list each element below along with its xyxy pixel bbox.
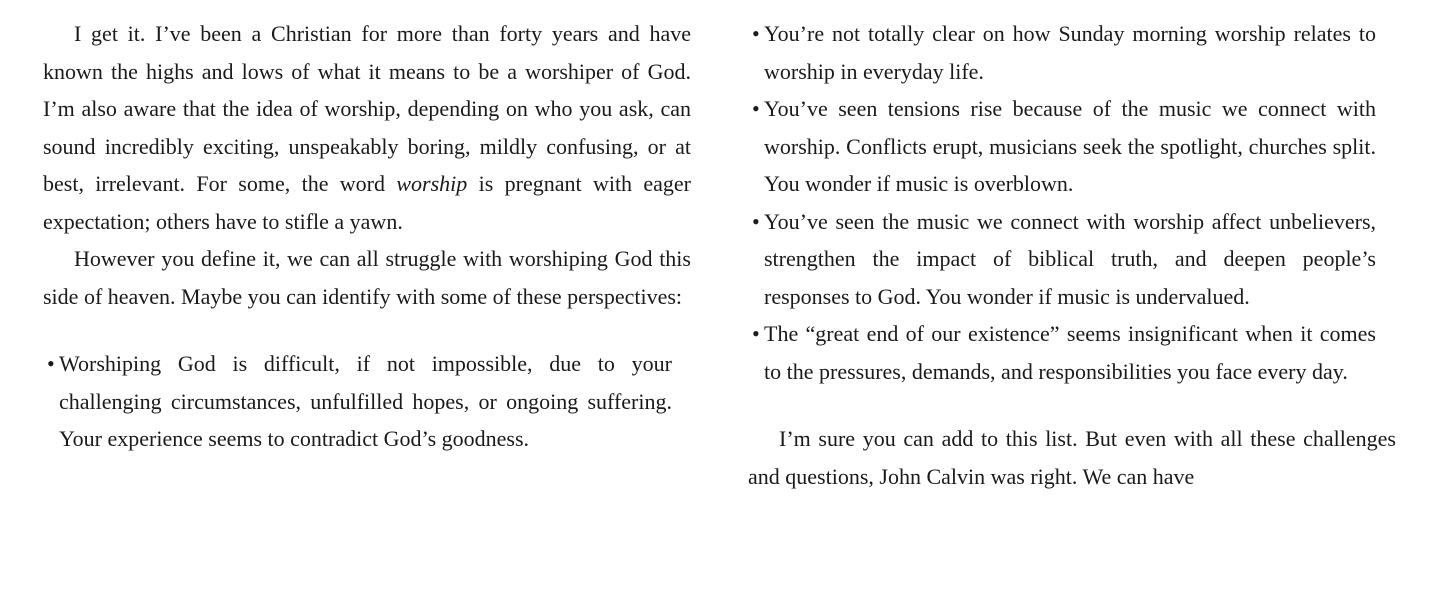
- emphasis-worship: worship: [396, 171, 468, 196]
- intro-paragraph: [43, 15, 691, 240]
- list-item-text: Worshiping God is difficult, if not impossible, due to your challenging circumstances, unfulfilled hopes, or ongoing suffering. Your experience seems to contradict God’s goodness.: [59, 351, 672, 451]
- bullet-icon: •: [752, 208, 760, 234]
- bullet-icon: •: [752, 96, 760, 121]
- bullet-icon: •: [752, 21, 760, 46]
- list-item: [748, 315, 1376, 390]
- left-column: [43, 15, 691, 458]
- list-item: [748, 15, 1376, 90]
- perspective-list-left: [43, 345, 672, 458]
- bullet-icon: •: [752, 321, 760, 346]
- list-item-text: You’ve seen tensions rise because of the music we connect with worship. Conflicts erupt, musicians seek the spotlight, churches split. You wonder if music is overblown.: [764, 96, 1376, 196]
- list-item-text: You’re not totally clear on how Sunday morning worship relates to worship in everyday life.: [764, 21, 1376, 84]
- intro-text-start: I get it. I’ve been a Christian for more than forty years and have known the highs and lows of what it means to be a worshiper of God. I’m also aware that the idea of worship, depending on who you ask, can sound incredibly exciting, unspeakably boring, mildly confusing, or at best, irrelevant. For some, the word: [43, 21, 691, 196]
- list-item: [748, 203, 1376, 316]
- list-item: [748, 90, 1376, 203]
- intro-text-end: is pregnant with eager expectation; others have to stifle a yawn.: [43, 171, 692, 234]
- list-item-text: The “great end of our existence” seems insignificant when it comes to the pressures, demands, and responsibilities you face every day.: [764, 321, 1376, 384]
- list-item: [43, 345, 672, 458]
- list-item-text: You’ve seen the music we connect with worship affect unbelievers, strengthen the impact of biblical truth, and deepen people’s responses to God. You wonder if music is undervalued.: [764, 208, 1376, 309]
- perspectives-paragraph: However you define it, we can all struggle with worshiping God this side of heaven. Maybe you can identify with some of these perspectives:: [43, 246, 691, 309]
- closing-paragraph: I’m sure you can add to this list. But even with all these challenges and questions, John Calvin was right. We can have: [748, 426, 1396, 489]
- right-column: [748, 15, 1396, 495]
- bullet-icon: •: [47, 351, 55, 376]
- perspective-list-right: [748, 15, 1376, 390]
